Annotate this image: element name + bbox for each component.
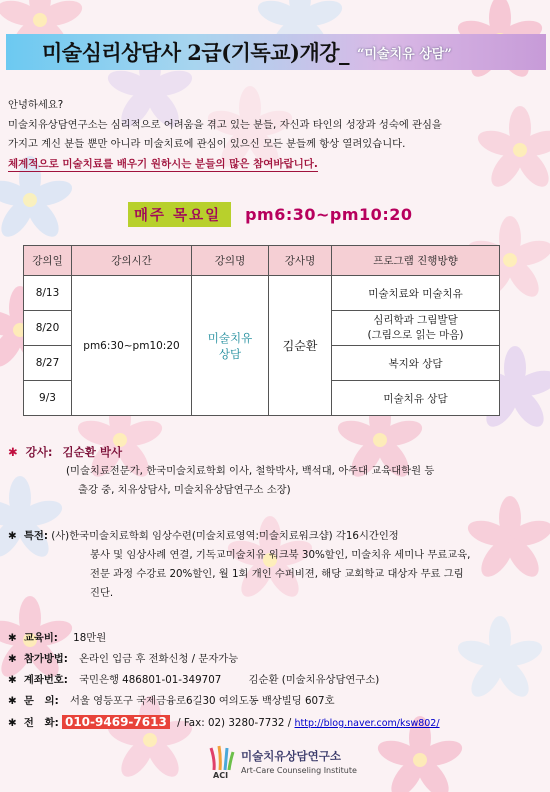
account-holder: 김순환 (미술치유상담연구소) (248, 674, 380, 686)
intro-line-2: 가지고 계신 분들 뿐만 아니라 미술치료에 관심이 있으신 모든 분들께 항상 열려있습니다. (8, 138, 406, 150)
program-item: 복지와 상담 (332, 346, 500, 381)
bullet-icon: ✱ (8, 674, 17, 686)
header-program: 프로그램 진행방향 (332, 246, 500, 276)
benefits-line-4: 진단. (90, 587, 114, 599)
program-item: 미술치료와 미술치유 (332, 276, 500, 311)
bullet-icon: ✱ (8, 717, 17, 729)
intro-line-1: 미술치유상담연구소는 심리적으로 어려움을 겪고 있는 분들, 자신과 타인의 성장과 성숙에 관심을 (8, 118, 442, 131)
account-row (8, 670, 548, 691)
intro-section (8, 96, 544, 174)
schedule-banner (128, 200, 412, 228)
header-time: 강의시간 (72, 246, 192, 276)
fax-number: / Fax: 02) 3280-7732 / (177, 717, 292, 729)
account-bank: 국민은행 486801-01-349707 (79, 674, 222, 686)
page-title: 미술심리상담사 2급(기독교)개강_ (42, 40, 350, 65)
account-label: 계좌번호: (23, 674, 68, 686)
teacher-name: 김순환 박사 (62, 445, 123, 459)
logo-name: 미술치유상담연구소 (241, 749, 341, 763)
schedule-time: pm6:30~pm10:20 (245, 204, 413, 224)
teacher-label: 강사: (25, 445, 53, 459)
apply-value: 온라인 입금 후 전화신청 / 문자가능 (79, 653, 239, 665)
header-date: 강의일 (24, 246, 72, 276)
schedule-day: 매주 목요일 (128, 202, 231, 227)
lecture-date: 9/3 (24, 381, 72, 416)
lecture-date: 8/27 (24, 346, 72, 381)
table-header-row (24, 246, 500, 276)
fee-value: 18만원 (73, 632, 107, 644)
logo-english: Art-Care Counseling Institute (241, 766, 357, 775)
details-section (8, 628, 548, 734)
benefits-label: 특전: (23, 530, 48, 542)
phone-number: 010-9469-7613 (62, 715, 170, 729)
program-item (332, 311, 500, 346)
bullet-icon: ✱ (8, 530, 17, 542)
phone-label: 전 화: (23, 717, 59, 729)
institute-logo (205, 744, 355, 784)
bullet-icon: ✱ (8, 632, 17, 644)
teacher-section (8, 443, 548, 500)
benefits-section (8, 527, 548, 603)
header-instructor: 강사명 (269, 246, 332, 276)
teacher-bio-2: 출강 중, 치유상담사, 미술치유상담연구소 소장) (78, 484, 291, 496)
inquiry-value: 서울 영등포구 국제금융로6길30 여의도동 백상빌딩 607호 (69, 695, 335, 707)
greeting: 안녕하세요? (8, 99, 64, 111)
title-banner (6, 34, 546, 70)
program-line-1: 심리학과 그림발달 (373, 314, 458, 326)
lecture-time: pm6:30~pm10:20 (72, 276, 192, 416)
inquiry-row (8, 691, 548, 712)
logo-mark: ACI (213, 771, 229, 780)
lecture-date: 8/20 (24, 311, 72, 346)
apply-row (8, 649, 548, 670)
benefits-line-2: 봉사 및 임상사례 연결, 기독교미술치유 워크북 30%할인, 미술치유 세미나 무료교육, (90, 549, 471, 561)
phone-row (8, 712, 548, 734)
inquiry-label: 문 의: (23, 695, 59, 707)
course-name (192, 276, 269, 416)
benefits-line-1: (사)한국미술치료학회 임상수련(미술치료영역:미술치료워크샵) 각16시간인정 (51, 530, 399, 542)
course-name-line-1: 미술치유 (207, 330, 253, 345)
table-row (24, 276, 500, 311)
bullet-icon: ✱ (8, 695, 17, 707)
intro-highlight: 체계적으로 미술치료를 배우기 원하시는 분들의 많은 참여바랍니다. (8, 157, 318, 170)
header-course: 강의명 (192, 246, 269, 276)
teacher-bio-1: (미술치료전문가, 한국미술치료학회 이사, 철학박사, 백석대, 아주대 교육대학원 등 (66, 465, 435, 477)
page-subtitle: “미술치유 상담” (357, 46, 452, 62)
benefits-line-3: 전문 과정 수강료 20%할인, 월 1회 개인 수퍼비젼, 해당 교회학교 대상자 무료 그림 (90, 568, 464, 580)
blog-link[interactable]: http://blog.naver.com/ksw802/ (294, 718, 440, 729)
apply-label: 참가방법: (23, 653, 68, 665)
lecture-date: 8/13 (24, 276, 72, 311)
fee-label: 교육비: (23, 632, 58, 644)
program-item: 미술치유 상담 (332, 381, 500, 416)
course-name-line-2: 상담 (218, 346, 242, 361)
program-line-2: (그림으로 읽는 마음) (367, 329, 464, 341)
instructor-name: 김순환 (269, 276, 332, 416)
bullet-icon: ✱ (8, 445, 18, 459)
bullet-icon: ✱ (8, 653, 17, 665)
fee-row (8, 628, 548, 649)
lecture-table (23, 245, 500, 416)
